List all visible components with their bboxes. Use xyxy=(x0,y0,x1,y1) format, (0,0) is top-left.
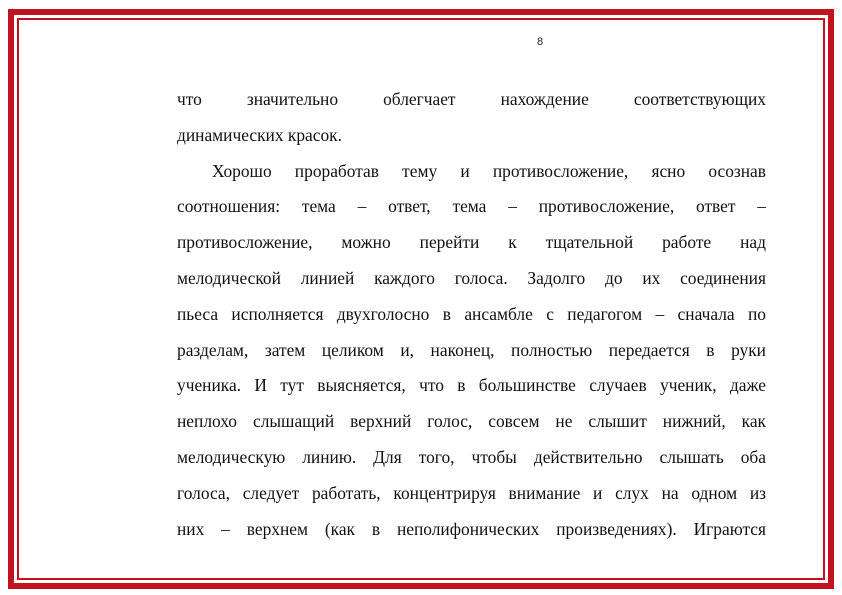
text-line: противосложение, можно перейти к тщательной работе над xyxy=(177,232,766,253)
text-line: Хорошо проработав тему и противосложение, ясно осознав xyxy=(212,160,766,181)
text-line: ученика. И тут выясняется, что в большинстве случаев ученик, даже xyxy=(177,375,766,396)
text-line: пьеса исполняется двухголосно в ансамбле с педагогом – сначала по xyxy=(177,303,766,324)
text-line: динамических красок. xyxy=(177,124,342,145)
body-text xyxy=(177,82,766,547)
text-line: них – верхнем (как в неполифонических произведениях). Играются xyxy=(177,518,766,539)
text-line: соотношения: тема – ответ, тема – противосложение, ответ – xyxy=(177,196,766,217)
text-line: неплохо слышащий верхний голос, совсем не слышит нижний, как xyxy=(177,411,766,432)
page-number: 8 xyxy=(537,36,544,48)
text-line: голоса, следует работать, концентрируя внимание и слух на одном из xyxy=(177,482,766,503)
text-line: что значительно облегчает нахождение соответствующих xyxy=(177,89,766,109)
text-line: мелодической линией каждого голоса. Задолго до их соединения xyxy=(177,267,766,288)
text-line: мелодическую линию. Для того, чтобы действительно слышать оба xyxy=(177,446,766,467)
text-line: разделам, затем целиком и, наконец, полностью передается в руки xyxy=(177,339,766,360)
